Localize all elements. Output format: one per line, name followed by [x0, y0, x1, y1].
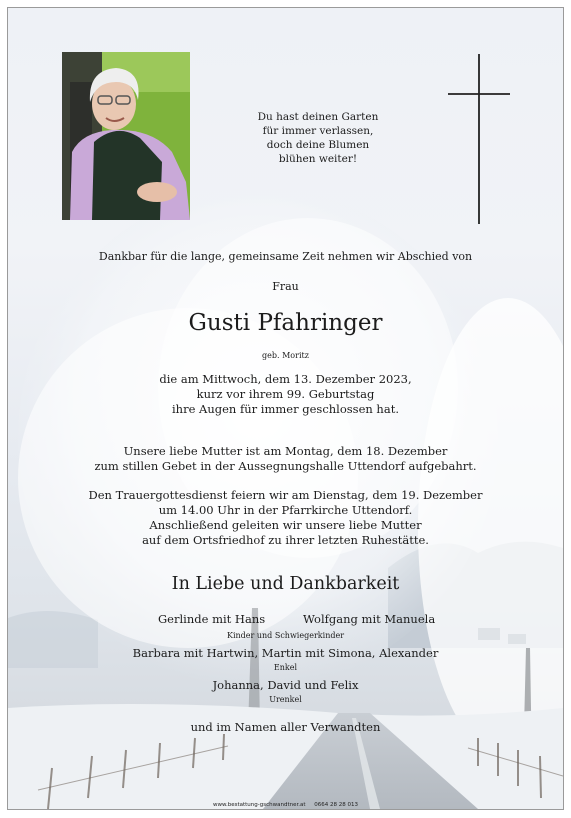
closing-line: In Liebe und Dankbarkeit [171, 574, 400, 594]
death-line: ihre Augen für immer geschlossen hat. [172, 402, 399, 416]
salutation: Frau [272, 280, 299, 293]
death-line: die am Mittwoch, dem 13. Dezember 2023, [159, 372, 412, 386]
service-line: um 14.00 Uhr in der Pfarrkirche Uttendorf. [158, 503, 413, 517]
portrait-photo [62, 52, 190, 220]
great-grandchildren-label: Urenkel [269, 695, 302, 704]
grandchildren-label: Enkel [273, 663, 298, 672]
quote-line: Du hast deinen Garten [257, 111, 379, 123]
cross-icon [448, 54, 510, 224]
maiden-name: geb. Moritz [262, 351, 309, 360]
death-line: kurz vor ihrem 99. Geburtstag [196, 387, 375, 401]
quote-line: für immer verlassen, [262, 125, 374, 137]
service-line: Anschließend geleiten wir unsere liebe Mutter [149, 518, 422, 532]
viewing-line: zum stillen Gebet in der Aussegnungshalle Uttendorf aufgebahrt. [94, 459, 477, 473]
viewing-line: Unsere liebe Mutter ist am Montag, dem 18. Dezember [123, 444, 448, 458]
service-line: auf dem Ortsfriedhof zu ihrer letzten Ruhestätte. [142, 533, 429, 547]
death-notice [8, 372, 563, 417]
children-label: Kinder und Schwiegerkinder [226, 631, 345, 640]
grandchildren: Barbara mit Hartwin, Martin mit Simona, Alexander [132, 646, 439, 660]
deceased-name: Gusti Pfahringer [188, 310, 383, 336]
memorial-quote [248, 110, 388, 166]
quote-line: doch deine Blumen [266, 139, 370, 151]
viewing-notice [8, 444, 563, 474]
children-right: Wolfgang mit Manuela [303, 612, 436, 626]
children-left: Gerlinde mit Hans [158, 612, 266, 626]
quote-line: blühen weiter! [278, 153, 358, 165]
intro-text: Dankbar für die lange, gemeinsame Zeit nehmen wir Abschied von [98, 250, 473, 263]
footer-contact: www.bestattung-gschwandtner.at 0664 28 28 013 [212, 802, 358, 808]
relatives-line: und im Namen aller Verwandten [190, 720, 381, 734]
service-notice [8, 488, 563, 548]
great-grandchildren: Johanna, David und Felix [212, 678, 359, 692]
obituary-card [7, 7, 564, 810]
service-line: Den Trauergottesdienst feiern wir am Dienstag, dem 19. Dezember [88, 488, 483, 502]
